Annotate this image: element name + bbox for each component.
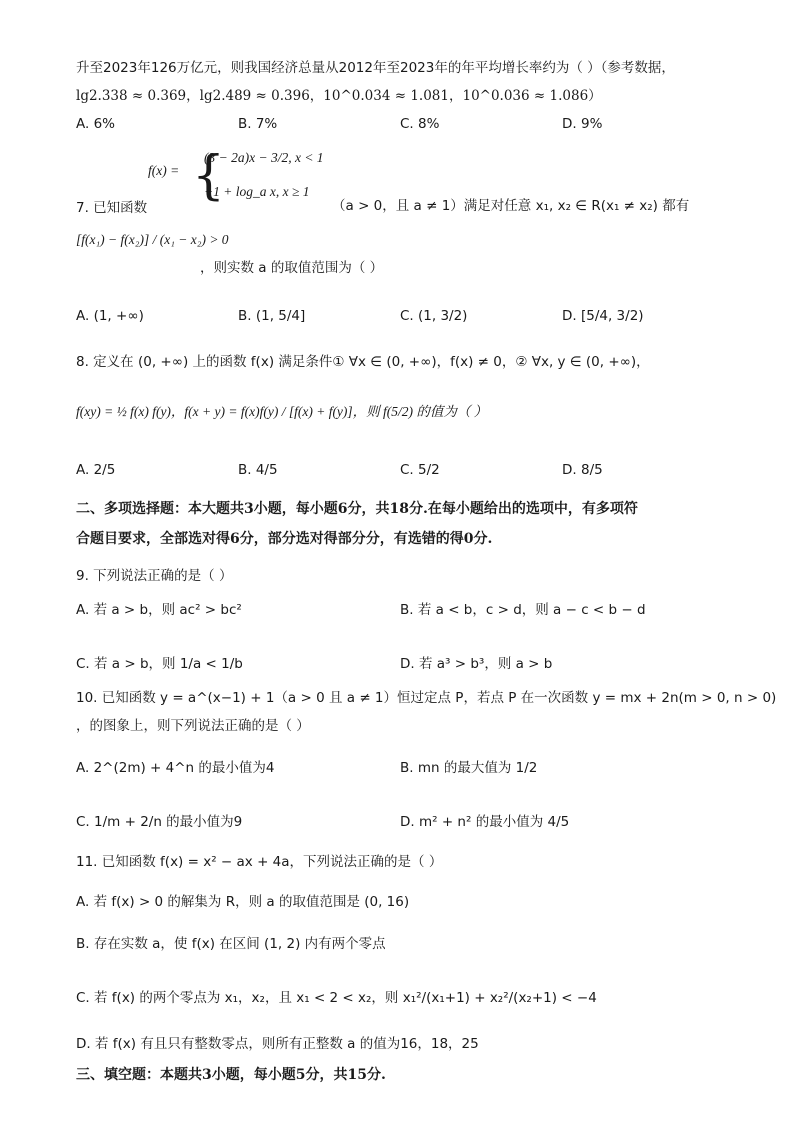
q11-stem: 11. 已知函数 f(x) = x² − ax + 4a，下列说法正确的是（ ） xyxy=(76,854,443,870)
q8-stem-line1: 8. 定义在 (0, +∞) 上的函数 f(x) 满足条件① ∀x ∈ (0, +∞)，f(x) ≠ 0，② ∀x, y ∈ (0, +∞)， xyxy=(76,354,650,370)
q7-prefix: 7. 已知函数 xyxy=(76,200,148,216)
q8-option-d[interactable]: D. 8/5 xyxy=(562,462,603,478)
q10-stem-line1: 10. 已知函数 y = a^(x−1) + 1（a > 0 且 a ≠ 1）恒过定点 P，若点 P 在一次函数 y = mx + 2n(m > 0, n > 0) xyxy=(76,690,777,706)
q7-option-b[interactable]: B. (1, 5/4] xyxy=(238,308,306,324)
q6-option-a[interactable]: A. 6% xyxy=(76,116,115,132)
q7-option-d[interactable]: D. [5/4, 3/2) xyxy=(562,308,644,324)
q9-option-b[interactable]: B. 若 a < b，c > d，则 a − c < b − d xyxy=(400,602,646,618)
q11-option-a[interactable]: A. 若 f(x) > 0 的解集为 R，则 a 的取值范围是 (0, 16) xyxy=(76,894,410,910)
section-2-heading: 二、多项选择题：本大题共3小题，每小题6分，共18分.在每小题给出的选项中，有多项符 xyxy=(76,501,638,517)
section-2-heading-cont: 合题目要求，全部选对得6分，部分选对得部分分，有选错的得0分. xyxy=(76,531,493,547)
q6-stem-line1: 升至2023年126万亿元，则我国经济总量从2012年至2023年的年平均增长率约为（ ）（参考数据， xyxy=(76,60,675,76)
q6-option-b[interactable]: B. 7% xyxy=(238,116,278,132)
q10-stem-line2: ，的图象上，则下列说法正确的是（ ） xyxy=(76,718,310,734)
q9-option-a[interactable]: A. 若 a > b，则 ac² > bc² xyxy=(76,602,242,618)
q7-brace: { xyxy=(192,146,226,206)
q8-option-c[interactable]: C. 5/2 xyxy=(400,462,440,478)
q8-option-b[interactable]: B. 4/5 xyxy=(238,462,278,478)
q7-option-c[interactable]: C. (1, 3/2) xyxy=(400,308,468,324)
q11-option-b[interactable]: B. 存在实数 a，使 f(x) 在区间 (1, 2) 内有两个零点 xyxy=(76,936,386,952)
section-3-heading: 三、填空题：本题共3小题，每小题5分，共15分. xyxy=(76,1067,386,1083)
q9-option-d[interactable]: D. 若 a³ > b³，则 a > b xyxy=(400,656,553,672)
q10-option-d[interactable]: D. m² + n² 的最小值为 4/5 xyxy=(400,814,570,830)
q6-option-c[interactable]: C. 8% xyxy=(400,116,440,132)
q10-option-a[interactable]: A. 2^(2m) + 4^n 的最小值为4 xyxy=(76,760,275,776)
q11-option-d[interactable]: D. 若 f(x) 有且只有整数零点，则所有正整数 a 的值为16，18，25 xyxy=(76,1036,479,1052)
q11-option-c[interactable]: C. 若 f(x) 的两个零点为 x₁，x₂，且 x₁ < 2 < x₂，则 x₁²/(x₁+1) + x₂²/(x₂+1) < −4 xyxy=(76,990,597,1006)
q7-piece-2: −1 + log_a x, x ≥ 1 xyxy=(204,184,310,199)
q7-option-a[interactable]: A. (1, +∞) xyxy=(76,308,144,324)
q9-stem: 9. 下列说法正确的是（ ） xyxy=(76,568,233,584)
q10-option-b[interactable]: B. mn 的最大值为 1/2 xyxy=(400,760,538,776)
q9-option-c[interactable]: C. 若 a > b，则 1/a < 1/b xyxy=(76,656,243,672)
q7-fx-label: f(x) = xyxy=(148,163,180,178)
q8-stem-line2: f(xy) = ½ f(x) f(y)，f(x + y) = f(x)f(y) / [f(x) + f(y)]，则 f(5/2) 的值为（ ） xyxy=(76,404,488,419)
q6-reference-data: lg2.338 ≈ 0.369，lg2.489 ≈ 0.396，10^0.034 ≈ 1.081，10^0.036 ≈ 1.086） xyxy=(76,88,602,104)
q6-option-d[interactable]: D. 9% xyxy=(562,116,603,132)
q8-option-a[interactable]: A. 2/5 xyxy=(76,462,116,478)
q7-inequality: [f(x₁) − f(x₂)] / (x₁ − x₂) > 0 xyxy=(76,232,229,247)
q7-ask: ，则实数 a 的取值范围为（ ） xyxy=(200,260,384,276)
q10-option-c[interactable]: C. 1/m + 2/n 的最小值为9 xyxy=(76,814,243,830)
q7-condition: （a > 0，且 a ≠ 1）满足对任意 x₁, x₂ ∈ R(x₁ ≠ x₂) 都有 xyxy=(332,198,690,214)
q7-piece-1: (3 − 2a)x − 3/2, x < 1 xyxy=(204,150,324,165)
